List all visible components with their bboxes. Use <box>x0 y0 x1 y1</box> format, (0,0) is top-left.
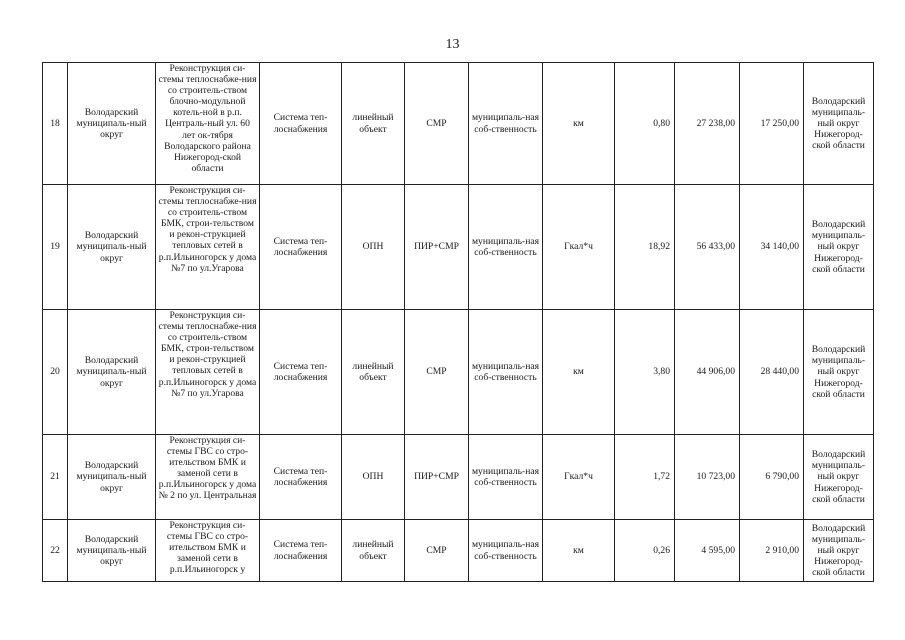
ownership-cell: муниципаль-ная соб-ственность <box>469 520 543 582</box>
object-type-cell: ОПН <box>342 185 405 310</box>
unit-cell: Гкал*ч <box>543 435 615 520</box>
ownership-cell: муниципаль-ная соб-ственность <box>469 310 543 435</box>
object-type-cell: линейный объект <box>342 520 405 582</box>
work-type-cell: ПИР+СМР <box>405 185 469 310</box>
work-type-cell: СМР <box>405 63 469 185</box>
object-type-cell: ОПН <box>342 435 405 520</box>
quantity-cell: 0,80 <box>615 63 675 185</box>
table-row <box>43 63 874 185</box>
work-type-cell: СМР <box>405 310 469 435</box>
table-row <box>43 185 874 310</box>
row-number: 20 <box>43 310 68 435</box>
cost-part-cell: 34 140,00 <box>740 185 804 310</box>
quantity-cell: 3,80 <box>615 310 675 435</box>
page-number: 13 <box>445 37 460 52</box>
quantity-cell: 18,92 <box>615 185 675 310</box>
cost-total-cell: 27 238,00 <box>675 63 740 185</box>
district-cell: Володарский муниципаль-ный округ <box>68 520 156 582</box>
location-cell: Володарский муниципаль-ный округ Нижегород-ской области <box>804 435 874 520</box>
system-cell: Система теп-лоснабжения <box>260 63 342 185</box>
district-cell: Володарский муниципаль-ный округ <box>68 310 156 435</box>
description-cell: Реконструкция си-стемы ГВС со стро-ительством БМК и заменой сети в р.п.Ильиногорск у дома № 2 по ул. Центральная <box>156 435 260 520</box>
cost-total-cell: 56 433,00 <box>675 185 740 310</box>
object-type-cell: линейный объект <box>342 310 405 435</box>
row-number: 18 <box>43 63 68 185</box>
cost-total-cell: 4 595,00 <box>675 520 740 582</box>
system-cell: Система теп-лоснабжения <box>260 310 342 435</box>
location-cell: Володарский муниципаль-ный округ Нижегород-ской области <box>804 310 874 435</box>
cost-total-cell: 44 906,00 <box>675 310 740 435</box>
row-number: 19 <box>43 185 68 310</box>
cost-part-cell: 17 250,00 <box>740 63 804 185</box>
cost-part-cell: 28 440,00 <box>740 310 804 435</box>
description-cell: Реконструкция си-стемы теплоснабже-ния со строитель-ством блочно-модульной котель-ной в р.п. Централь-ный ул. 60 лет ок-тября Володарского района Нижегород-ской области <box>156 63 260 185</box>
unit-cell: Гкал*ч <box>543 185 615 310</box>
ownership-cell: муниципаль-ная соб-ственность <box>469 435 543 520</box>
work-type-cell: СМР <box>405 520 469 582</box>
object-type-cell: линейный объект <box>342 63 405 185</box>
system-cell: Система теп-лоснабжения <box>260 520 342 582</box>
district-cell: Володарский муниципаль-ный округ <box>68 185 156 310</box>
table-row <box>43 310 874 435</box>
location-cell: Володарский муниципаль-ный округ Нижегород-ской области <box>804 520 874 582</box>
work-type-cell: ПИР+СМР <box>405 435 469 520</box>
location-cell: Володарский муниципаль-ный округ Нижегород-ской области <box>804 63 874 185</box>
quantity-cell: 0,26 <box>615 520 675 582</box>
ownership-cell: муниципаль-ная соб-ственность <box>469 63 543 185</box>
unit-cell: км <box>543 520 615 582</box>
system-cell: Система теп-лоснабжения <box>260 185 342 310</box>
location-cell: Володарский муниципаль-ный округ Нижегород-ской области <box>804 185 874 310</box>
district-cell: Володарский муниципаль-ный округ <box>68 63 156 185</box>
ownership-cell: муниципаль-ная соб-ственность <box>469 185 543 310</box>
cost-part-cell: 2 910,00 <box>740 520 804 582</box>
description-cell: Реконструкция си-стемы теплоснабже-ния со строитель-ством БМК, строи-тельством и рекон-струкцией тепловых сетей в р.п.Ильиногорск у дома №7 по ул.Угарова <box>156 185 260 310</box>
cost-total-cell: 10 723,00 <box>675 435 740 520</box>
description-cell: Реконструкция си-стемы теплоснабже-ния со строитель-ством БМК, строи-тельством и рекон-струкцией тепловых сетей в р.п.Ильиногорск у дома №7 по ул.Угарова <box>156 310 260 435</box>
unit-cell: км <box>543 310 615 435</box>
row-number: 22 <box>43 520 68 582</box>
table-row <box>43 435 874 520</box>
description-cell: Реконструкция си-стемы ГВС со стро-ительством БМК и заменой сети в р.п.Ильиногорск у <box>156 520 260 582</box>
unit-cell: км <box>543 63 615 185</box>
cost-part-cell: 6 790,00 <box>740 435 804 520</box>
quantity-cell: 1,72 <box>615 435 675 520</box>
row-number: 21 <box>43 435 68 520</box>
investment-table <box>42 62 874 582</box>
district-cell: Володарский муниципаль-ный округ <box>68 435 156 520</box>
system-cell: Система теп-лоснабжения <box>260 435 342 520</box>
table-row <box>43 520 874 582</box>
